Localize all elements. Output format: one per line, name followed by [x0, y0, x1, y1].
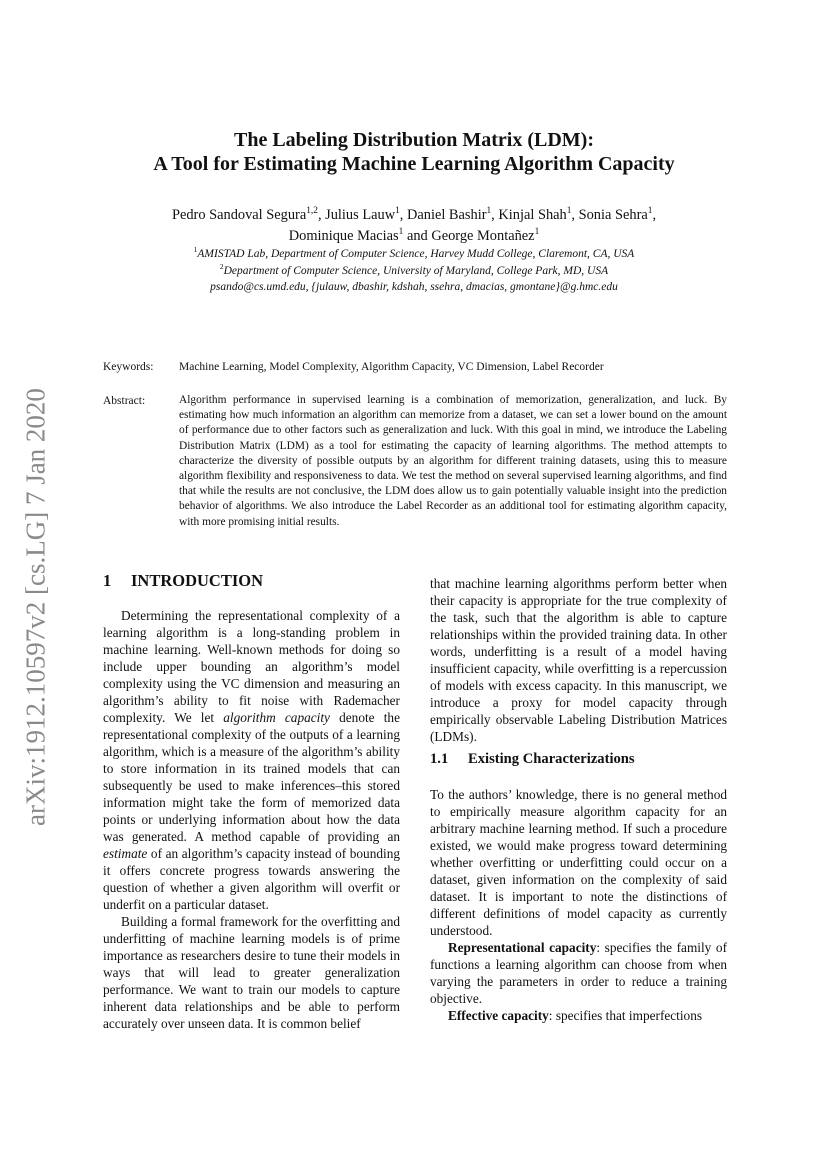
keywords-text: Machine Learning, Model Complexity, Algorithm Capacity, VC Dimension, Label Recorder [179, 361, 604, 373]
representational-capacity-paragraph: Representational capacity: specifies the family of functions a learning algorithm can choose from when varying the parameters in order to reduce a training objective. [430, 940, 727, 1006]
keywords-label: Keywords: [103, 361, 154, 373]
author-name: Pedro Sandoval Segura [171, 207, 307, 223]
right-column-top [430, 575, 727, 745]
author-affiliation-mark: 1 [486, 206, 492, 217]
author-separator: , [491, 207, 499, 223]
author-name: Kinjal Shah [498, 207, 567, 223]
arxiv-sidebar-stamp: arXiv:1912.10597v2 [cs.LG] 7 Jan 2020 [20, 388, 51, 826]
author-and: and [406, 228, 428, 244]
intro-paragraph-3: that machine learning algorithms perform better when their capacity is appropriate for the true complexity of the task, such that the algorithm is able to capture relationships within the provided training data. In other words, underfitting is a result of a model having insufficient capacity, while overfitting is a repercussion of models with excess capacity. In this manuscript, we introduce a proxy for model capacity through empirically observable Labeling Distribution Matrices (LDMs). [430, 576, 727, 744]
author-name: George Montañez [431, 228, 535, 244]
author-name: Julius Lauw [325, 207, 396, 223]
existing-paragraph-1: To the authors’ knowledge, there is no general method to empirically measure algorithm capacity for an arbitrary machine learning method. If such a procedure existed, we would make progress toward determining whether overfitting or underfitting could occur on a dataset, given information on the complexity of said dataset. It is important to note the distinctions of different definitions of model capacity as currently understood. [430, 787, 727, 938]
author-name: Daniel Bashir [406, 207, 487, 223]
author-affiliation-mark: 1 [534, 227, 540, 238]
subsection-heading-existing-characterizations: 1.1 Existing Characterizations [430, 751, 635, 767]
section-heading-introduction: 1 INTRODUCTION [103, 571, 264, 590]
intro-paragraph-1: Determining the representational complexity of a learning algorithm is a long-standing problem in machine learning. Well-known methods for doing so include upper bounding an algorithm’s model complexity using the VC dimension and measuring an algorithm’s ability to fit noise with Rademacher complexity. We let algorithm capacity denote the representational complexity of the outputs of a learning algorithm, which is a measure of the algorithm’s ability to store information in its trained models that can subsequently be used to make inferences–this stored information might take the form of memorized data points or underlying information about how the data was generated. A method capable of providing an estimate of an algorithm’s capacity instead of bounding it offers concrete progress towards answering the question of whether a given algorithm will overfit or underfit on a particular dataset. [103, 608, 400, 912]
author-affiliation-mark: 1 [398, 227, 404, 238]
author-affiliation-mark: 1,2 [306, 206, 318, 217]
title-line-1: The Labeling Distribution Matrix (LDM): [234, 129, 594, 151]
affiliation-2: $^2$Department of Computer Science, University of Maryland, College Park, MD, USA [219, 262, 609, 277]
right-column-bottom [430, 786, 727, 1024]
left-column [103, 607, 400, 1032]
abstract-label: Abstract: [103, 395, 146, 407]
author-separator: , [317, 207, 326, 223]
author-separator: , [652, 207, 657, 223]
author-name: Dominique Macias [288, 228, 399, 244]
title-line-2: A Tool for Estimating Machine Learning Algorithm Capacity [153, 153, 675, 175]
author-name: Sonia Sehra [578, 207, 648, 223]
affiliation-1: $^1$AMISTAD Lab, Department of Computer Science, Harvey Mudd College, Claremont, CA, USA [193, 245, 635, 260]
author-affiliation-mark: 1 [647, 206, 653, 217]
abstract-text: Algorithm performance in supervised learning is a combination of memorization, generalization, and luck. By estimating how much information an algorithm can memorize from a dataset, we can set a lower bound on the amount of performance due to other factors such as generalization and luck. With this goal in mind, we introduce the Labeling Distribution Matrix (LDM) as a tool for estimating the capacity of learning algorithms. The method attempts to characterize the diversity of possible outputs by an algorithm for different training datasets, using this to measure algorithm flexibility and responsiveness to data. We test the method on several supervised learning algorithms, and find that while the results are not conclusive, the LDM does allow us to gain potentially valuable insight into the prediction behavior of algorithms. We also introduce the Label Recorder as an additional tool for estimating algorithm capacity, with more promising initial results. [179, 394, 727, 528]
author-list [100, 205, 728, 247]
author-affiliation-mark: 1 [566, 206, 572, 217]
author-emails: psando@cs.umd.edu, {julauw, dbashir, kdshah, ssehra, dmacias, gmontane}@g.hmc.edu [210, 281, 618, 293]
author-separator: , [571, 207, 579, 223]
intro-paragraph-2: Building a formal framework for the overfitting and underfitting of machine learning models is of prime importance as researchers desire to tune their models in ways that will lead to greater generalization performance. We want to train our models to capture inherent data relationships and be able to perform accurately over unseen data. It is common belief [103, 914, 400, 1031]
effective-capacity-paragraph: Effective capacity: specifies that imperfections [448, 1008, 703, 1023]
author-affiliation-mark: 1 [395, 206, 400, 217]
paper-title [0, 128, 828, 176]
author-separator: , [399, 207, 407, 223]
